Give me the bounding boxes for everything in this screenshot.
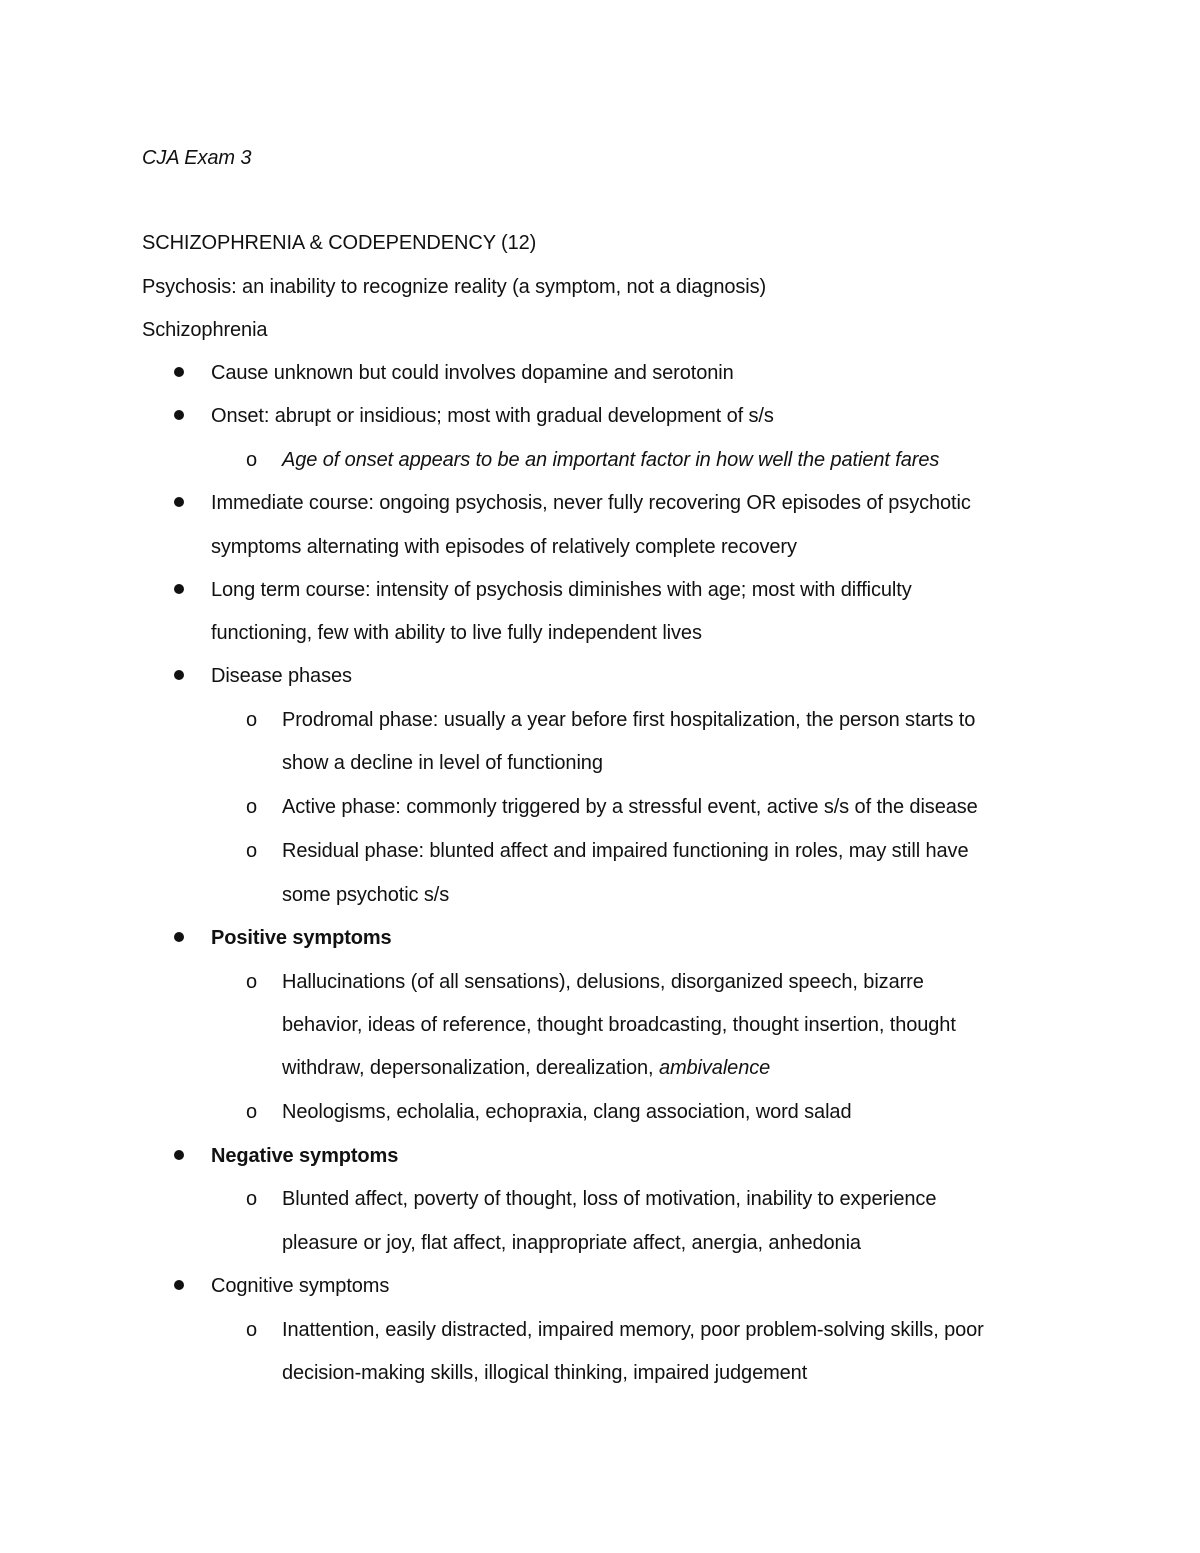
- bullet-icon: [174, 410, 184, 420]
- list-subitem-positive-1-cont2: [282, 1055, 770, 1081]
- list-item-onset: Onset: abrupt or insidious; most with gradual development of s/s: [211, 405, 774, 427]
- bullet-icon: [174, 497, 184, 507]
- bullet-icon: [174, 1150, 184, 1160]
- bullet-icon: [174, 670, 184, 680]
- positive-text: withdraw, depersonalization, derealization,: [282, 1057, 659, 1079]
- ambivalence-text: ambivalence: [658, 1057, 771, 1079]
- list-subitem-residual-cont: some psychotic s/s: [282, 884, 450, 906]
- list-subitem-active: Active phase: commonly triggered by a stressful event, active s/s of the disease: [282, 796, 978, 818]
- sub-bullet-icon: o: [246, 449, 258, 471]
- list-item-long-term-course: Long term course: intensity of psychosis diminishes with age; most with difficulty: [211, 579, 912, 601]
- section-heading: SCHIZOPHRENIA & CODEPENDENCY (12): [142, 232, 537, 254]
- list-subitem-cognitive: Inattention, easily distracted, impaired memory, poor problem-solving skills, poor: [282, 1319, 984, 1341]
- sub-bullet-icon: o: [246, 1188, 258, 1210]
- list-item-cause: Cause unknown but could involves dopamine and serotonin: [211, 362, 734, 384]
- schizophrenia-heading: Schizophrenia: [142, 319, 268, 341]
- list-subitem-cognitive-cont: decision-making skills, illogical thinking, impaired judgement: [282, 1362, 808, 1384]
- sub-bullet-icon: o: [246, 1319, 258, 1341]
- list-subitem-positive-1-cont: behavior, ideas of reference, thought broadcasting, thought insertion, thought: [282, 1014, 956, 1036]
- list-subitem-positive-2: Neologisms, echolalia, echopraxia, clang association, word salad: [282, 1101, 852, 1123]
- document-title: CJA Exam 3: [142, 147, 252, 169]
- list-subitem-prodromal-cont: show a decline in level of functioning: [282, 752, 603, 774]
- sub-bullet-icon: o: [246, 971, 258, 993]
- list-subitem-negative: Blunted affect, poverty of thought, loss of motivation, inability to experience: [282, 1188, 937, 1210]
- sub-bullet-icon: o: [246, 709, 258, 731]
- list-item-immediate-course: Immediate course: ongoing psychosis, never fully recovering OR episodes of psychotic: [211, 492, 971, 514]
- bullet-icon: [174, 932, 184, 942]
- sub-bullet-icon: o: [246, 1101, 258, 1123]
- sub-bullet-icon: o: [246, 840, 258, 862]
- list-item-disease-phases: Disease phases: [211, 665, 352, 687]
- list-subitem-prodromal: Prodromal phase: usually a year before first hospitalization, the person starts to: [282, 709, 976, 731]
- sub-bullet-icon: o: [246, 796, 258, 818]
- psychosis-definition: Psychosis: an inability to recognize reality (a symptom, not a diagnosis): [142, 276, 767, 298]
- list-item-immediate-course-cont: symptoms alternating with episodes of relatively complete recovery: [211, 536, 797, 558]
- list-subitem-negative-cont: pleasure or joy, flat affect, inappropriate affect, anergia, anhedonia: [282, 1232, 861, 1254]
- list-item-cognitive-symptoms: Cognitive symptoms: [211, 1275, 390, 1297]
- list-subitem-residual: Residual phase: blunted affect and impaired functioning in roles, may still have: [282, 840, 969, 862]
- list-item-positive-symptoms: Positive symptoms: [211, 927, 392, 949]
- list-subitem-positive-1: Hallucinations (of all sensations), delusions, disorganized speech, bizarre: [282, 971, 924, 993]
- list-item-long-term-course-cont: functioning, few with ability to live fully independent lives: [211, 622, 702, 644]
- list-item-negative-symptoms: Negative symptoms: [211, 1145, 399, 1167]
- bullet-icon: [174, 584, 184, 594]
- bullet-icon: [174, 1280, 184, 1290]
- list-subitem-onset-age: Age of onset appears to be an important factor in how well the patient fares: [282, 449, 940, 471]
- bullet-icon: [174, 367, 184, 377]
